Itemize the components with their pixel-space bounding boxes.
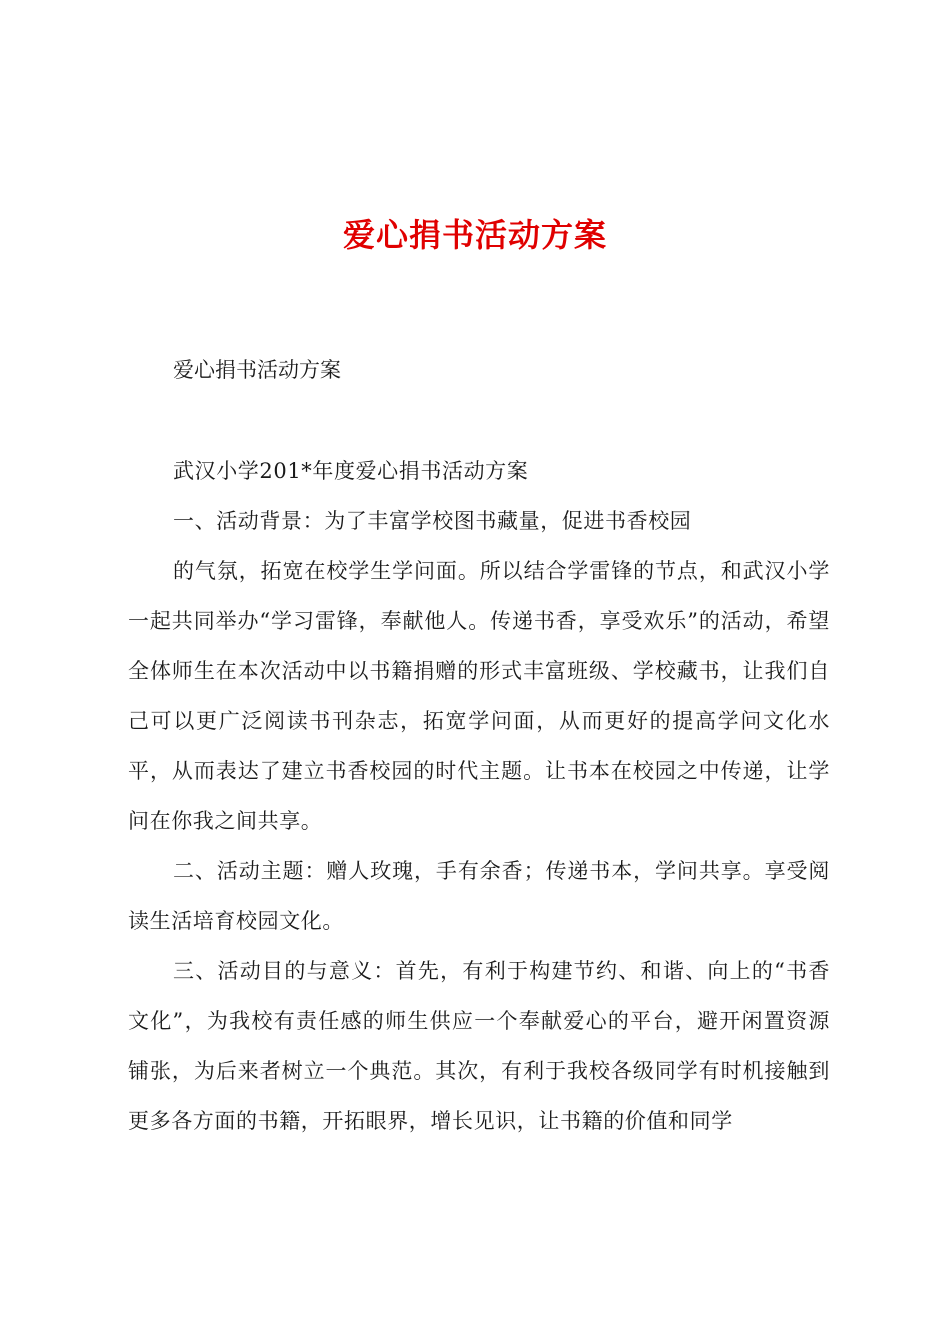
section-1-body: 的气氛，拓宽在校学生学问面。所以结合学雷锋的节点，和武汉小学一起共同举办“学习雷锋，奉献他人。传递书香，享受欢乐”的活动，希望全体师生在本次活动中以书籍捐赠的形式丰富班级、学校藏书，让我们自己可以更广泛阅读书刊杂志，拓宽学问面，从而更好的提高学问文化水平，从而表达了建立书香校园的时代主题。让书本在校园之中传递，让学问在你我之间共享。 (128, 559, 830, 833)
spacer (128, 395, 830, 446)
section-2-paragraph: 二、活动主题：赠人玫瑰，手有余香；传递书本，学问共享。享受阅读生活培育校园文化。 (128, 859, 830, 933)
document-body (128, 345, 830, 1146)
document-subtitle: 爱心捐书活动方案 (173, 358, 341, 382)
section-1-heading: 一、活动背景：为了丰富学校图书藏量，促进书香校园 (173, 509, 692, 533)
section-3-paragraph: 三、活动目的与意义：首先，有利于构建节约、和谐、向上的“书香文化”，为我校有责任感的师生供应一个奉献爱心的平台，避开闲置资源铺张，为后来者树立一个典范。其次，有利于我校各级同学有时机接触到更多各方面的书籍，开拓眼界，增长见识，让书籍的价值和同学 (128, 959, 830, 1133)
document-title: 爱心捐书活动方案 (342, 216, 607, 254)
plan-heading: 武汉小学201*年度爱心捐书活动方案 (173, 459, 529, 483)
